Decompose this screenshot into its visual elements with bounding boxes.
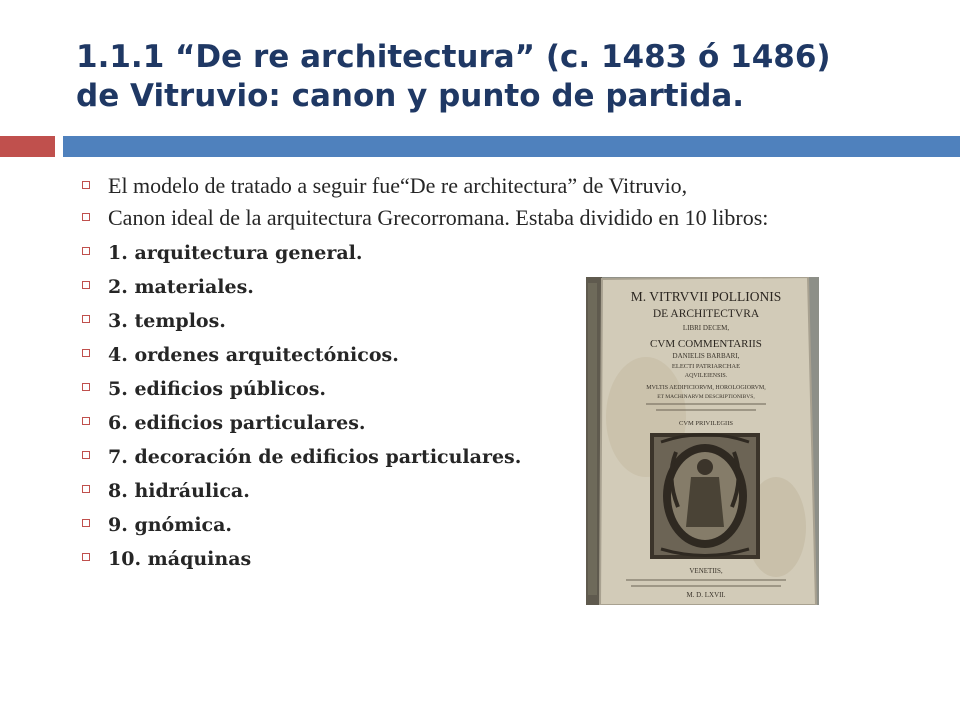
bullet-text: 1. arquitectura general. — [108, 242, 363, 264]
square-bullet-icon — [82, 519, 90, 527]
book-line-12: M. D. LXVII. — [686, 591, 726, 599]
book-line-6: ELECTI PATRIARCHAE — [671, 363, 741, 370]
square-bullet-icon — [82, 315, 90, 323]
square-bullet-icon — [82, 281, 90, 289]
square-bullet-icon — [82, 247, 90, 255]
book-photo-drawing — [586, 277, 819, 605]
book-line-3: LIBRI DECEM, — [682, 324, 730, 332]
bullet-text: 10. máquinas — [108, 548, 252, 570]
accent-bar-blue — [63, 136, 960, 157]
book-line-5: DANIELIS BARBARI, — [672, 352, 740, 360]
bullet-text: 9. gnómica. — [108, 514, 233, 536]
square-bullet-icon — [82, 451, 90, 459]
bullet-item-1 — [82, 173, 902, 198]
bullet-text: El modelo de tratado a seguir fue“De re architectura” de Vitruvio, — [108, 173, 688, 198]
book-line-2: DE ARCHITECTVRA — [652, 308, 760, 320]
woodcut-emblem — [650, 433, 760, 559]
book-line-11: VENETIIS, — [689, 567, 723, 575]
accent-bar-red — [0, 136, 55, 157]
bullet-text: 3. templos. — [108, 310, 226, 332]
bullet-text: Canon ideal de la arquitectura Grecorromana. Estaba dividido en 10 libros: — [108, 205, 769, 230]
square-bullet-icon — [82, 349, 90, 357]
square-bullet-icon — [82, 553, 90, 561]
square-bullet-icon — [82, 485, 90, 493]
slide-title-line-2: de Vitruvio: canon y punto de partida. — [76, 78, 745, 114]
bullet-text: 8. hidráulica. — [108, 480, 250, 502]
square-bullet-icon — [82, 383, 90, 391]
bullet-text: 7. decoración de edificios particulares. — [108, 446, 522, 468]
square-bullet-icon — [82, 213, 90, 221]
bullet-item-2 — [82, 205, 908, 230]
book-line-1: M. VITRVVII POLLIONIS — [630, 289, 782, 304]
book-line-10: CVM PRIVILEGIIS — [679, 420, 733, 427]
square-bullet-icon — [82, 417, 90, 425]
bullet-item-3 — [82, 242, 902, 264]
slide-title-line-1: 1.1.1 “De re architectura” (c. 1483 ó 1486) — [76, 39, 831, 75]
book-title-page-photo — [586, 277, 819, 605]
bullet-text: 2. materiales. — [108, 276, 254, 298]
book-line-9: ET MACHINARVM DESCRIPTIONIBVS, — [657, 394, 755, 400]
slide-title — [76, 38, 936, 116]
book-line-8: MVLTIS AEDIFICIORVM, HOROLOGIORVM, — [646, 385, 766, 391]
bullet-text: 4. ordenes arquitectónicos. — [108, 344, 399, 366]
bullet-text: 6. edificios particulares. — [108, 412, 366, 434]
bullet-text: 5. edificios públicos. — [108, 378, 326, 400]
book-line-7: AQVILEIENSIS. — [684, 373, 728, 379]
book-line-4: CVM COMMENTARIIS — [650, 338, 762, 350]
square-bullet-icon — [82, 181, 90, 189]
